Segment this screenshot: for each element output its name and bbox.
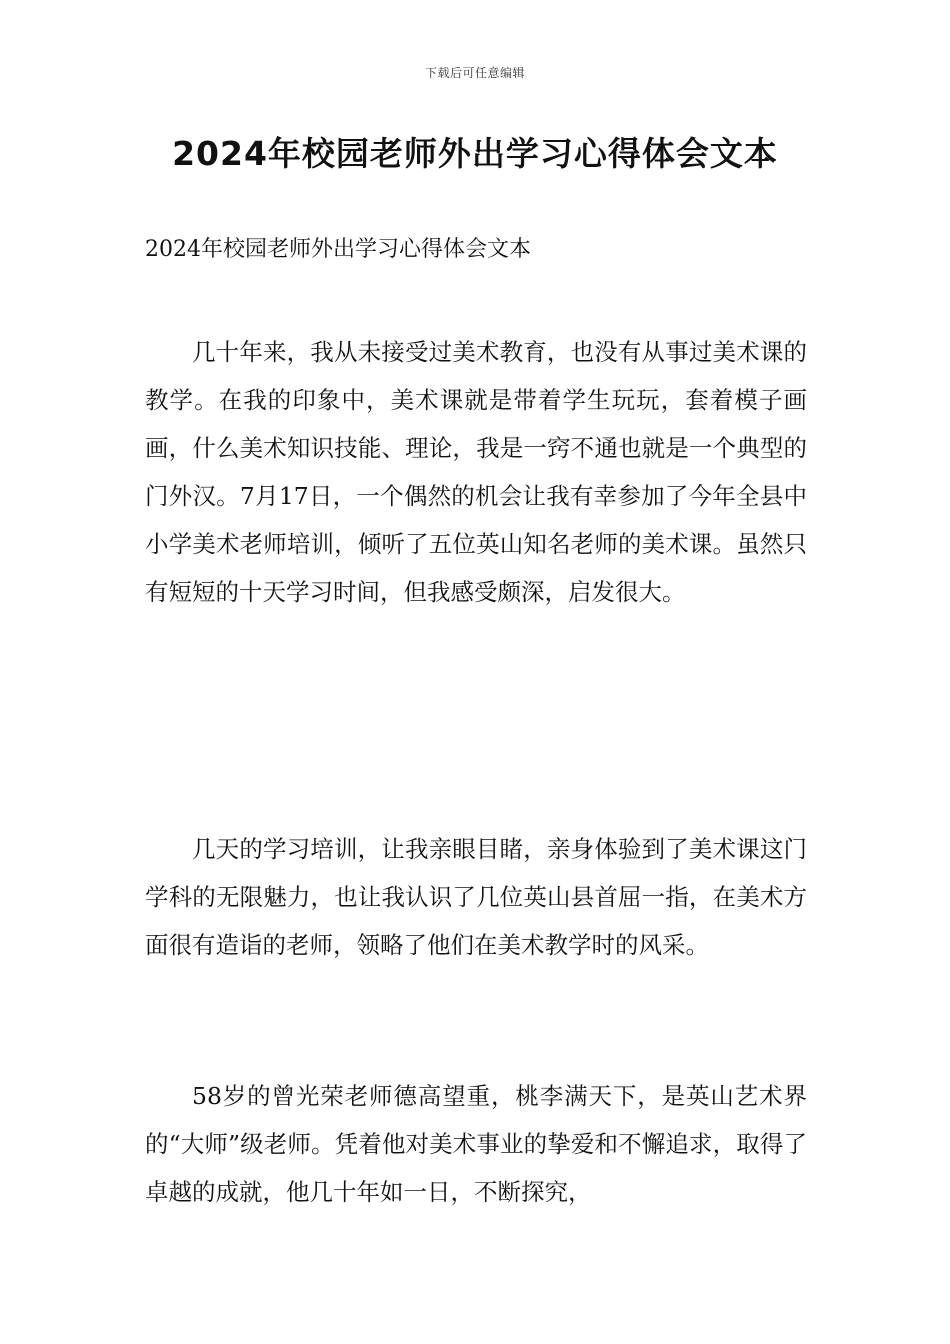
paragraph-2: 几天的学习培训，让我亲眼目睹，亲身体验到了美术课这门学科的无限魅力，也让我认识了几位英山县首屈一指，在美术方面很有造诣的老师，领略了他们在美术教学时的风采。 bbox=[145, 835, 807, 959]
paragraph-3: 58岁的曾光荣老师德高望重，桃李满天下，是英山艺术界的“大师”级老师。凭着他对美术事业的挚爱和不懈追求，取得了卓越的成就，他几十年如一日，不断探究， bbox=[145, 1082, 807, 1206]
document-title: 2024年校园老师外出学习心得体会文本 bbox=[172, 134, 778, 173]
header-note: 下载后可任意编辑 bbox=[424, 66, 525, 80]
document-subtitle: 2024年校园老师外出学习心得体会文本 bbox=[145, 237, 531, 262]
paragraph-1: 几十年来，我从未接受过美术教育，也没有从事过美术课的教学。在我的印象中，美术课就是带着学生玩玩，套着模子画画，什么美术知识技能、理论，我是一窍不通也就是一个典型的门外汉。7月17日，一个偶然的机会让我有幸参加了今年全县中小学美术老师培训，倾听了五位英山知名老师的美术课。虽然只有短短的十天学习时间，但我感受颇深，启发很大。 bbox=[145, 338, 807, 606]
